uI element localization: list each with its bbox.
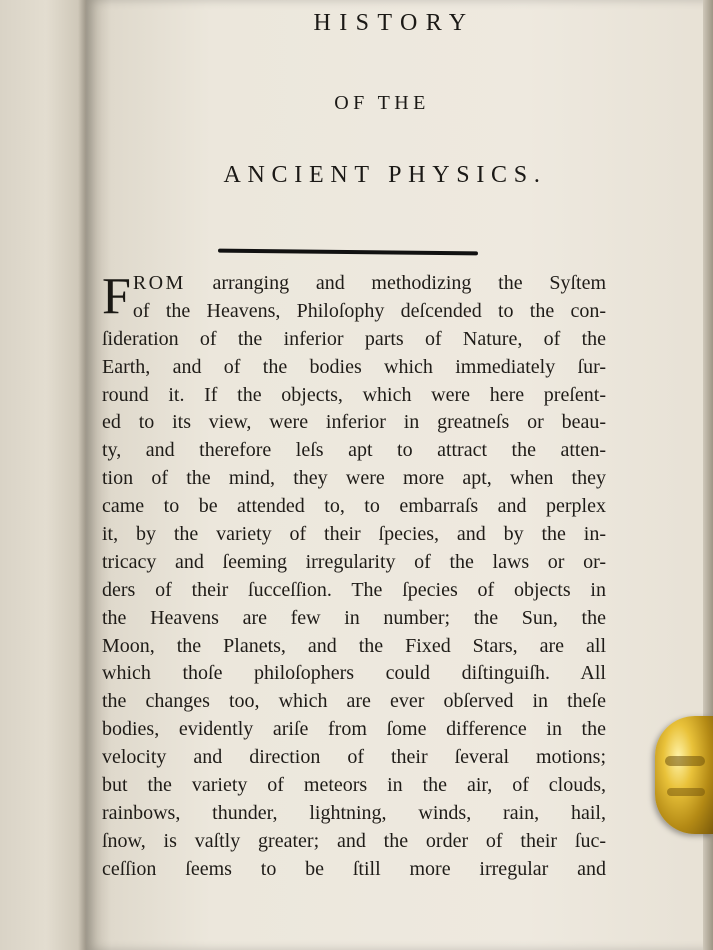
text-line-20: rainbows, thunder, lightning, winds, rain, hail,	[102, 801, 606, 824]
text-line-21: ſnow, is vaſtly greater; and the order of their ſuc-	[102, 829, 606, 852]
facing-page-edge	[0, 0, 92, 950]
text-line-7: ty, and therefore leſs apt to attract the atten-	[102, 439, 606, 462]
heading-of-the: OF THE	[334, 92, 430, 114]
text-line-5: round it. If the objects, which were here preſent-	[102, 383, 606, 406]
text-line-4: Earth, and of the bodies which immediately ſur-	[102, 355, 606, 378]
text-line-6: ed to its view, were inferior in greatneſs or beau-	[102, 411, 606, 434]
text-line-3: ſideration of the inferior parts of Nature, of the	[102, 327, 606, 350]
text-line-11: tricacy and ſeeming irregularity of the laws or or-	[102, 550, 606, 573]
text-line-9: came to be attended to, to embarraſs and perplex	[102, 495, 606, 518]
heading-ancient-physics: ANCIENT PHYSICS.	[223, 162, 547, 188]
text-line-10: it, by the variety of their ſpecies, and by the in-	[102, 523, 606, 546]
text-line-22: ceſſion ſeems to be ſtill more irregular and	[102, 857, 606, 880]
text-line-13: the Heavens are few in number; the Sun, the	[102, 606, 606, 629]
heading-history: HISTORY	[313, 10, 475, 36]
text-line-19: but the variety of meteors in the air, of clouds,	[102, 774, 606, 797]
text-line-18: velocity and direction of their ſeveral motions;	[102, 746, 606, 769]
text-line-8: tion of the mind, they were more apt, when they	[102, 467, 606, 490]
text-line-16: the changes too, which are ever obſerved in theſe	[102, 690, 606, 713]
text-line-2: of the Heavens, Philoſophy deſcended to the con-	[132, 299, 606, 322]
text-line-12: ders of their ſucceſſion. The ſpecies of objects in	[102, 578, 606, 601]
text-line-14: Moon, the Planets, and the Fixed Stars, are all	[102, 634, 606, 657]
first-word-rest: ROM	[132, 272, 186, 294]
body-paragraph	[102, 270, 606, 884]
text-line-15: which thoſe philoſophers could diſtinguiſh. All	[102, 662, 606, 685]
line-text: arranging and methodizing the Syſtem	[185, 272, 606, 294]
text-line-17: bodies, evidently ariſe from ſome difference in the	[102, 718, 606, 741]
drop-cap: F	[102, 268, 131, 325]
gold-ring-object	[655, 716, 713, 834]
